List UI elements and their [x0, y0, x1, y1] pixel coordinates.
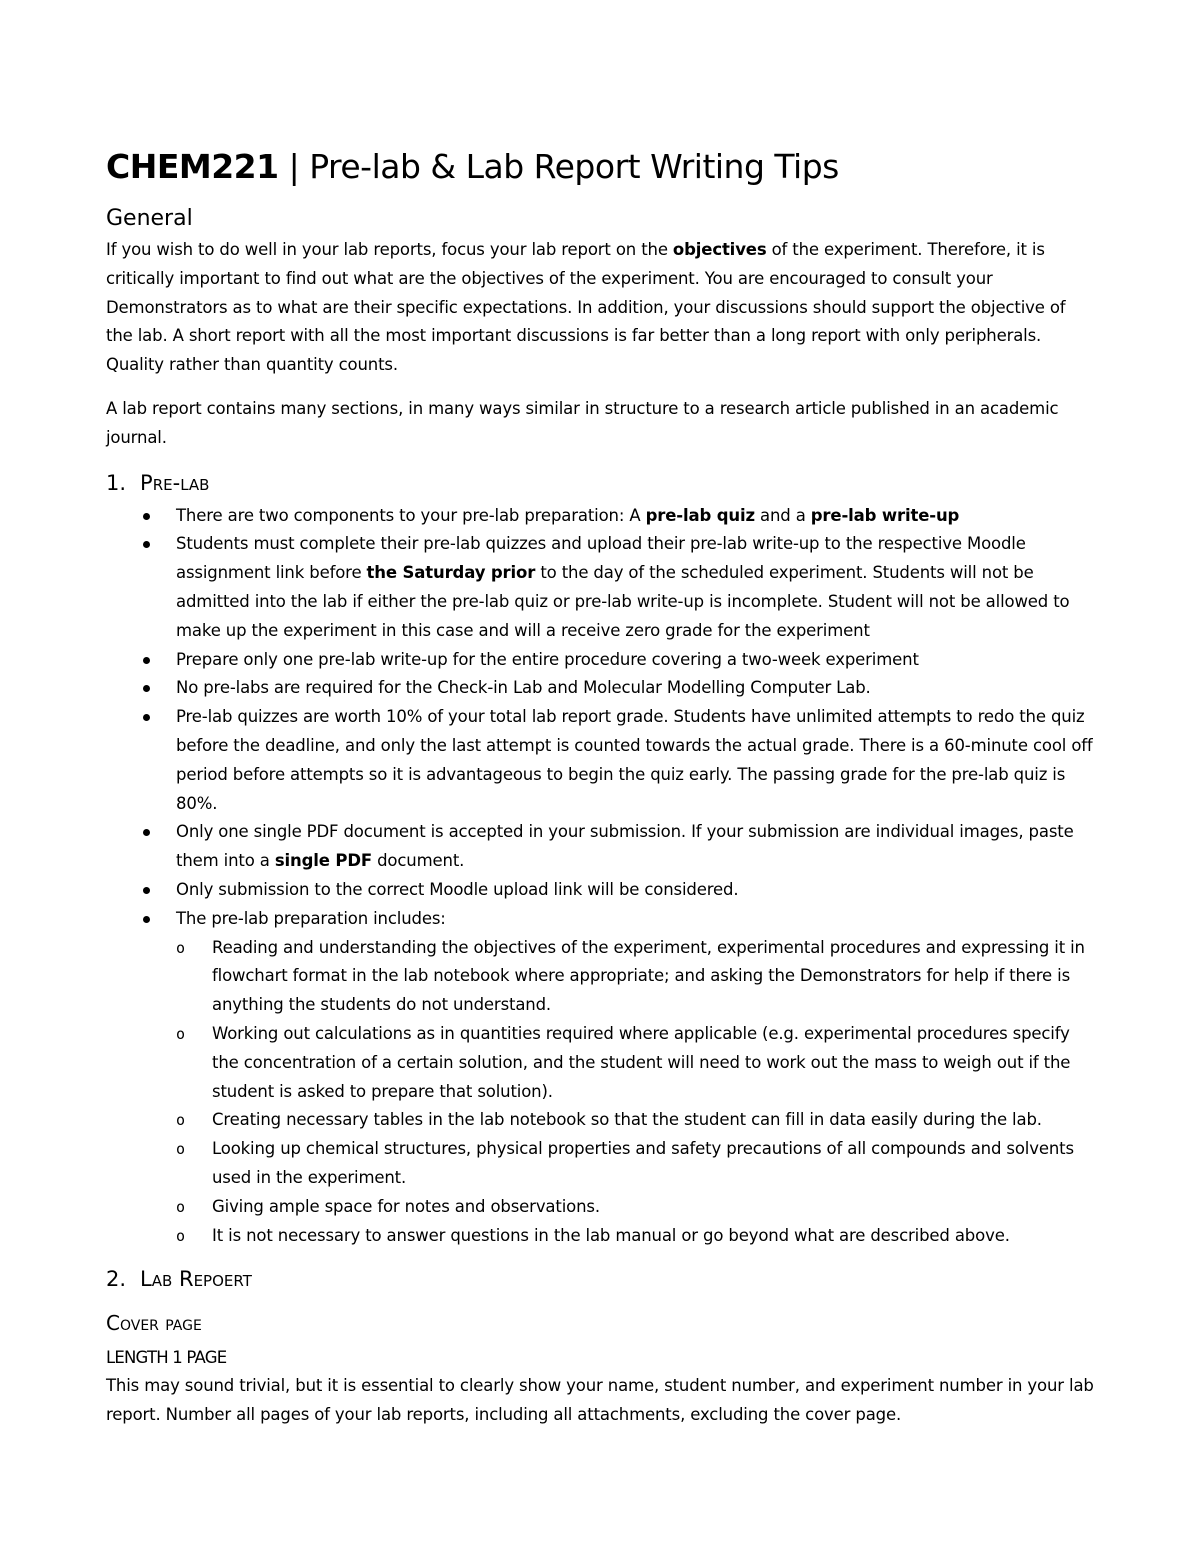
bullet-icon: [143, 916, 150, 923]
title-separator: |: [278, 147, 310, 186]
text-run: Working out calculations as in quantities required where applicable (e.g. experimental procedures specify the concentration of a certain solution, and the student will need to work out the mass to weigh out if the student is asked to prepare that solution).: [212, 1023, 1071, 1101]
sub-list-item: [176, 934, 1096, 1020]
text-run: No pre-labs are required for the Check-in Lab and Molecular Modelling Computer Lab.: [176, 678, 871, 698]
list-item: [106, 530, 1096, 645]
text-run: Pre-lab quizzes are worth 10% of your total lab report grade. Students have unlimited attempts to redo the quiz before the deadline, and only the last attempt is counted towards the actual grade. There is a 60-minute cool off period before attempts so it is advantageous to begin the quiz early. The passing grade for the pre-lab quiz is 80%.: [176, 707, 1093, 813]
text-run: to the day of the scheduled experiment. Students will not be admitted into the lab if either the pre-lab quiz or pre-lab write-up is incomplete. Student will not be allowed to make up the experiment in this case and will a receive zero grade for the experiment: [176, 563, 1070, 640]
text-run: Only submission to the correct Moodle upload link will be considered.: [176, 879, 739, 899]
section-title: Lab Repoert: [140, 1267, 252, 1292]
document-page: [106, 140, 1096, 1445]
heading-prelab: [106, 468, 1096, 498]
bullet-icon: [143, 887, 150, 894]
text-run: document.: [372, 851, 465, 871]
section-title: Pre-lab: [140, 470, 210, 495]
list-item: [106, 876, 1096, 905]
bullet-icon: [143, 513, 150, 520]
bold-run: objectives: [672, 240, 767, 259]
circle-bullet-icon: o: [176, 938, 185, 957]
text-run: Looking up chemical structures, physical properties and safety precautions of all compounds and solvents used in the experiment.: [212, 1139, 1074, 1187]
general-paragraph-2: A lab report contains many sections, in many ways similar in structure to a research article published in an academic journal.: [106, 398, 1059, 447]
list-item: [106, 502, 1096, 531]
section-number: 2.: [106, 1267, 127, 1292]
course-code: CHEM221: [106, 147, 279, 186]
text-run: of the experiment. Therefore, it is critically important to find out what are the objectives of the experiment. You are encouraged to consult your Demonstrators as to what are their specific expectations. In addition, your discussions should support the objective of the lab. A short report with all the most important discussions is far better than a long report with only peripherals. Quality rather than quantity counts.: [106, 240, 1066, 375]
text-run: The pre-lab preparation includes:: [176, 908, 446, 928]
bullet-icon: [143, 714, 150, 721]
text-run: There are two components to your pre-lab preparation: A: [176, 505, 646, 525]
circle-bullet-icon: o: [176, 1140, 185, 1159]
sub-list-item: [176, 1106, 1096, 1135]
circle-bullet-icon: o: [176, 1226, 185, 1245]
document-subtitle: Pre-lab & Lab Report Writing Tips: [309, 147, 839, 186]
cover-page-paragraph: This may sound trivial, but it is essential to clearly show your name, student number, and experiment number in your lab report. Number all pages of your lab reports, including all attachments, excluding the cover page.: [106, 1376, 1094, 1425]
list-item: [106, 646, 1096, 675]
list-item: [106, 674, 1096, 703]
heading-cover-page: Cover page: [106, 1311, 202, 1336]
text-run: It is not necessary to answer questions in the lab manual or go beyond what are described above.: [212, 1225, 1010, 1245]
text-run: If you wish to do well in your lab reports, focus your lab report on the: [106, 240, 673, 259]
sub-list-item: [176, 1222, 1096, 1251]
bullet-icon: [143, 541, 150, 548]
text-run: Only one single PDF document is accepted in your submission. If your submission are individual images, paste them into a: [176, 822, 1074, 871]
bullet-icon: [143, 829, 150, 836]
sub-list-item: [176, 1193, 1096, 1222]
text-run: Creating necessary tables in the lab notebook so that the student can fill in data easily during the lab.: [212, 1110, 1042, 1130]
heading-general: General: [106, 206, 193, 231]
bold-run: pre-lab quiz: [645, 505, 755, 525]
text-run: Students must complete their pre-lab quizzes and upload their pre-lab write-up to the respective Moodle assignment link before: [176, 534, 1026, 583]
prelab-bullet-list: [106, 502, 1096, 1251]
section-number: 1.: [106, 470, 127, 495]
text-run: Prepare only one pre-lab write-up for the entire procedure covering a two-week experiment: [176, 649, 919, 669]
sub-list-item: [176, 1020, 1096, 1106]
bullet-icon: [143, 657, 150, 664]
sub-list-item: [176, 1135, 1096, 1193]
bold-run: the Saturday prior: [366, 563, 536, 583]
list-item: [106, 703, 1096, 818]
text-run: Giving ample space for notes and observations.: [212, 1196, 600, 1216]
circle-bullet-icon: o: [176, 1111, 185, 1130]
heading-lab-report: [106, 1264, 1096, 1294]
circle-bullet-icon: o: [176, 1024, 185, 1043]
list-item: [106, 905, 1096, 1251]
bullet-icon: [143, 685, 150, 692]
bold-run: single PDF: [274, 851, 372, 871]
heading-length: LENGTH 1 PAGE: [106, 1348, 227, 1368]
list-item: [106, 818, 1096, 876]
text-run: and a: [754, 505, 811, 525]
text-run: Reading and understanding the objectives of the experiment, experimental procedures and expressing it in flowchart format in the lab notebook where appropriate; and asking the Demonstrators for help if there is anything the students do not understand.: [212, 937, 1085, 1015]
general-paragraph-1: [106, 236, 1096, 380]
document-title: [106, 140, 1096, 194]
bold-run: pre-lab write-up: [810, 505, 960, 525]
circle-bullet-icon: o: [176, 1197, 185, 1216]
prelab-sub-list: [176, 934, 1096, 1251]
